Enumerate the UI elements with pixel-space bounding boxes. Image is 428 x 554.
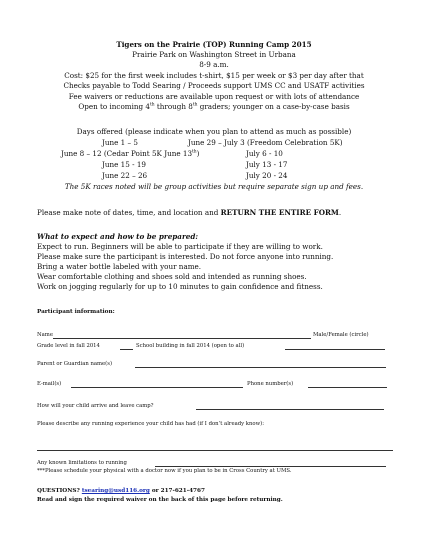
name-label: Name bbox=[37, 332, 53, 338]
day-option[interactable]: July 13 - 17 bbox=[246, 160, 288, 169]
camp-time: 8-9 a.m. bbox=[199, 60, 229, 69]
return-instructions: Please make note of dates, time, and location and RETURN THE ENTIRE FORM. bbox=[37, 208, 342, 217]
day-option[interactable]: July 6 - 10 bbox=[246, 149, 283, 158]
expect-item: Wear comfortable clothing and shoes sold and intended as running shoes. bbox=[37, 272, 307, 281]
expect-heading: What to expect and how to be prepared: bbox=[37, 232, 198, 241]
email-field[interactable] bbox=[71, 387, 243, 388]
experience-label: Please describe any running experience your child has had (if I don’t already know): bbox=[37, 421, 265, 427]
races-note: The 5K races noted will be group activities but require separate sign up and fees. bbox=[64, 182, 364, 191]
expect-item: Bring a water bottle labeled with your name. bbox=[37, 262, 202, 271]
expect-item: Expect to run. Beginners will be able to participate if they are willing to work. bbox=[37, 242, 323, 251]
phone-field[interactable] bbox=[308, 387, 387, 388]
grade-field[interactable] bbox=[120, 349, 133, 350]
arrival-field[interactable] bbox=[196, 409, 384, 410]
waiver-note: Read and sign the required waiver on the back of this page before returning. bbox=[37, 497, 283, 503]
phone-label: Phone number(s) bbox=[247, 381, 294, 387]
day-option[interactable]: July 20 - 24 bbox=[246, 171, 288, 180]
experience-field[interactable] bbox=[37, 450, 393, 451]
grade-label: Grade level in fall 2014 bbox=[37, 343, 100, 349]
arrival-label: How will your child arrive and leave camp? bbox=[37, 403, 154, 409]
participant-info-heading: Participant information: bbox=[37, 309, 115, 315]
gender-label: Male/Female (circle) bbox=[313, 332, 369, 338]
cost-line-2: Checks payable to Todd Searing / Proceeds support UMS CC and USATF activities bbox=[63, 81, 365, 90]
school-label: School building in fall 2014 (open to all) bbox=[136, 343, 245, 349]
expect-item: Please make sure the participant is interested. Do not force anyone into running. bbox=[37, 252, 334, 261]
day-option[interactable]: June 15 - 19 bbox=[102, 160, 146, 169]
limitations-label: Any known limitations to running bbox=[37, 460, 127, 466]
day-option[interactable]: June 22 – 26 bbox=[102, 171, 148, 180]
day-option[interactable]: June 29 – July 3 (Freedom Celebration 5K) bbox=[188, 138, 343, 147]
name-field[interactable] bbox=[53, 338, 311, 339]
email-label: E-mail(s) bbox=[37, 381, 62, 387]
questions-line: QUESTIONS? tsearing@usd116.org or 217-621-4767 bbox=[37, 488, 205, 494]
day-option[interactable]: June 1 – 5 bbox=[102, 138, 138, 147]
expect-item: Work on jogging regularly for up to 10 minutes to gain confidence and fitness. bbox=[37, 282, 323, 291]
days-heading: Days offered (please indicate when you plan to attend as much as possible) bbox=[76, 127, 352, 136]
contact-email-link[interactable]: tsearing@usd116.org bbox=[81, 488, 150, 494]
eligibility-line: Open to incoming 4th through 8th graders; younger on a case-by-case basis bbox=[78, 102, 350, 111]
document-title: Tigers on the Prairie (TOP) Running Camp 2015 bbox=[116, 40, 312, 49]
camp-location: Prairie Park on Washington Street in Urbana bbox=[132, 50, 296, 59]
parent-label: Parent or Guardian name(s) bbox=[37, 361, 113, 367]
cost-line-1: Cost: $25 for the first week includes t-shirt, $15 per week or $3 per day after that bbox=[64, 71, 364, 80]
limitations-field[interactable] bbox=[155, 466, 386, 467]
parent-field[interactable] bbox=[135, 367, 386, 368]
day-option[interactable]: June 8 – 12 (Cedar Point 5K June 13th) bbox=[61, 149, 200, 158]
fee-waiver-line: Fee waivers or reductions are available upon request or with lots of attendance bbox=[68, 92, 360, 101]
physical-note: ***Please schedule your physical with a doctor now if you plan to be in Cross Country at UMS. bbox=[37, 468, 292, 474]
school-field[interactable] bbox=[285, 349, 385, 350]
